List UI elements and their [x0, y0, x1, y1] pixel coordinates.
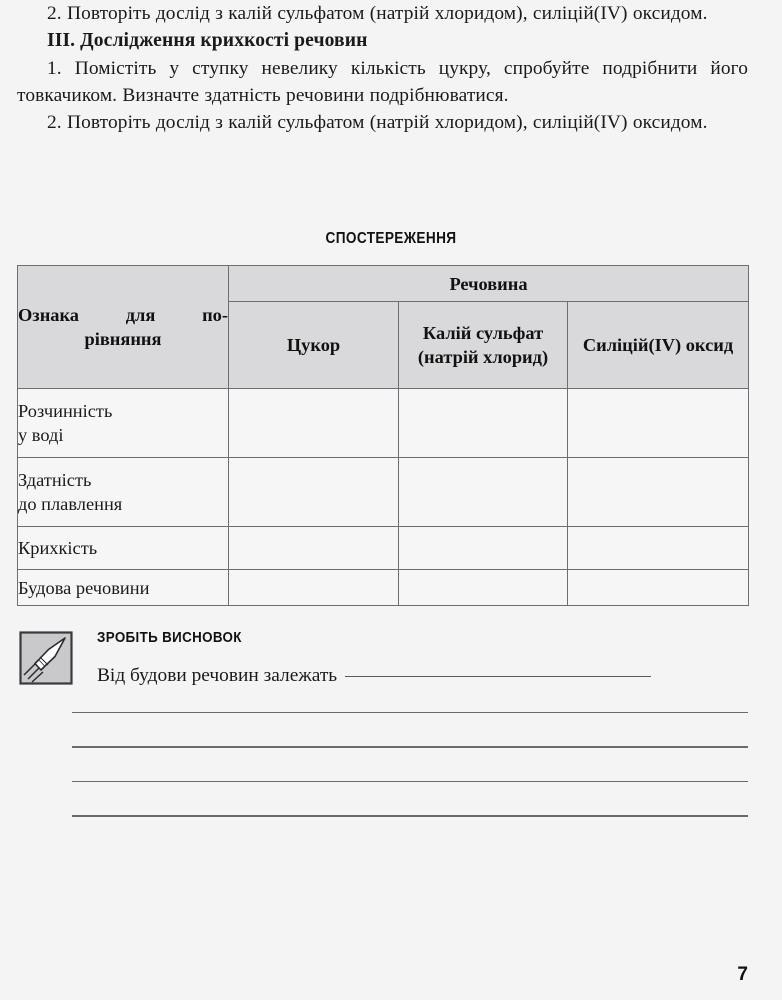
- pencil-icon: [18, 630, 74, 686]
- answer-cell-solubility-potassium-sulfate[interactable]: [399, 389, 568, 458]
- row-label-brittleness: Крихкість: [18, 527, 229, 570]
- observation-table: [17, 265, 749, 606]
- answer-cell-solubility-sugar[interactable]: [229, 389, 399, 458]
- blank-line[interactable]: [72, 712, 748, 713]
- conclusion-answer-rule[interactable]: [345, 676, 651, 677]
- header-cell-sugar: Цукор: [229, 302, 399, 389]
- row-label-line2: у воді: [18, 425, 64, 445]
- answer-cell-structure-sugar[interactable]: [229, 570, 399, 606]
- answer-cell-structure-potassium-sulfate[interactable]: [399, 570, 568, 606]
- answer-cell-brittleness-silicon-dioxide[interactable]: [568, 527, 749, 570]
- row-label-meltability: [18, 458, 229, 527]
- header-feature-line2: рівняння: [84, 329, 162, 349]
- answer-blank-lines: [72, 712, 748, 850]
- header-cell-potassium-sulfate: Калій сульфат (натрій хлорид): [399, 302, 568, 389]
- conclusion-prompt-row: [97, 662, 748, 690]
- answer-cell-meltability-silicon-dioxide[interactable]: [568, 458, 749, 527]
- blank-line[interactable]: [72, 815, 748, 816]
- conclusion-section: [0, 625, 782, 705]
- paragraph-grind-sugar: 1. Помістіть у ступку невелику кількість цукру, спробуйте подрібнити його товкачиком. Визначте здатність речовини подрібнюватися.: [17, 57, 748, 106]
- answer-cell-meltability-sugar[interactable]: [229, 458, 399, 527]
- answer-cell-structure-silicon-dioxide[interactable]: [568, 570, 749, 606]
- table-row: [18, 389, 749, 458]
- header-cell-substance-group: Речовина: [229, 266, 749, 302]
- conclusion-prompt-text: Від будови речовин залежать: [97, 665, 338, 686]
- header-feature-line1: Ознака для по-: [18, 305, 228, 325]
- row-label-line1: Здатність: [18, 470, 92, 490]
- header-cell-silicon-dioxide: Силіцій(IV) оксид: [568, 302, 749, 389]
- row-label-structure: Будова речовини: [18, 570, 229, 606]
- answer-cell-brittleness-potassium-sulfate[interactable]: [399, 527, 568, 570]
- table-row: [18, 570, 749, 606]
- paragraph-repeat-experiment-top: 2. Повторіть дослід з калій сульфатом (натрій хлоридом), силіцій(IV) оксидом.: [47, 3, 708, 24]
- answer-cell-meltability-potassium-sulfate[interactable]: [399, 458, 568, 527]
- row-label-solubility: [18, 389, 229, 458]
- table-row: [18, 527, 749, 570]
- text-content: [17, 0, 748, 136]
- conclusion-title: ЗРОБІТЬ ВИСНОВОК: [97, 629, 242, 646]
- section-heading-brittleness: III. Дослідження крихкості речовин: [47, 30, 368, 52]
- answer-cell-brittleness-sugar[interactable]: [229, 527, 399, 570]
- table-header-row-group: [18, 266, 749, 302]
- paragraph-repeat-experiment-bottom: 2. Повторіть дослід з калій сульфатом (натрій хлоридом), силіцій(IV) оксидом.: [47, 112, 708, 134]
- observation-caption: СПОСТЕРЕЖЕННЯ: [325, 230, 457, 247]
- blank-line[interactable]: [72, 781, 748, 782]
- blank-line[interactable]: [72, 746, 748, 747]
- page-number: 7: [737, 964, 748, 985]
- answer-cell-solubility-silicon-dioxide[interactable]: [568, 389, 749, 458]
- row-label-line1: Розчинність: [18, 401, 113, 421]
- header-cell-feature: [18, 266, 229, 389]
- table-row: [18, 458, 749, 527]
- row-label-line2: до плавлення: [18, 494, 123, 514]
